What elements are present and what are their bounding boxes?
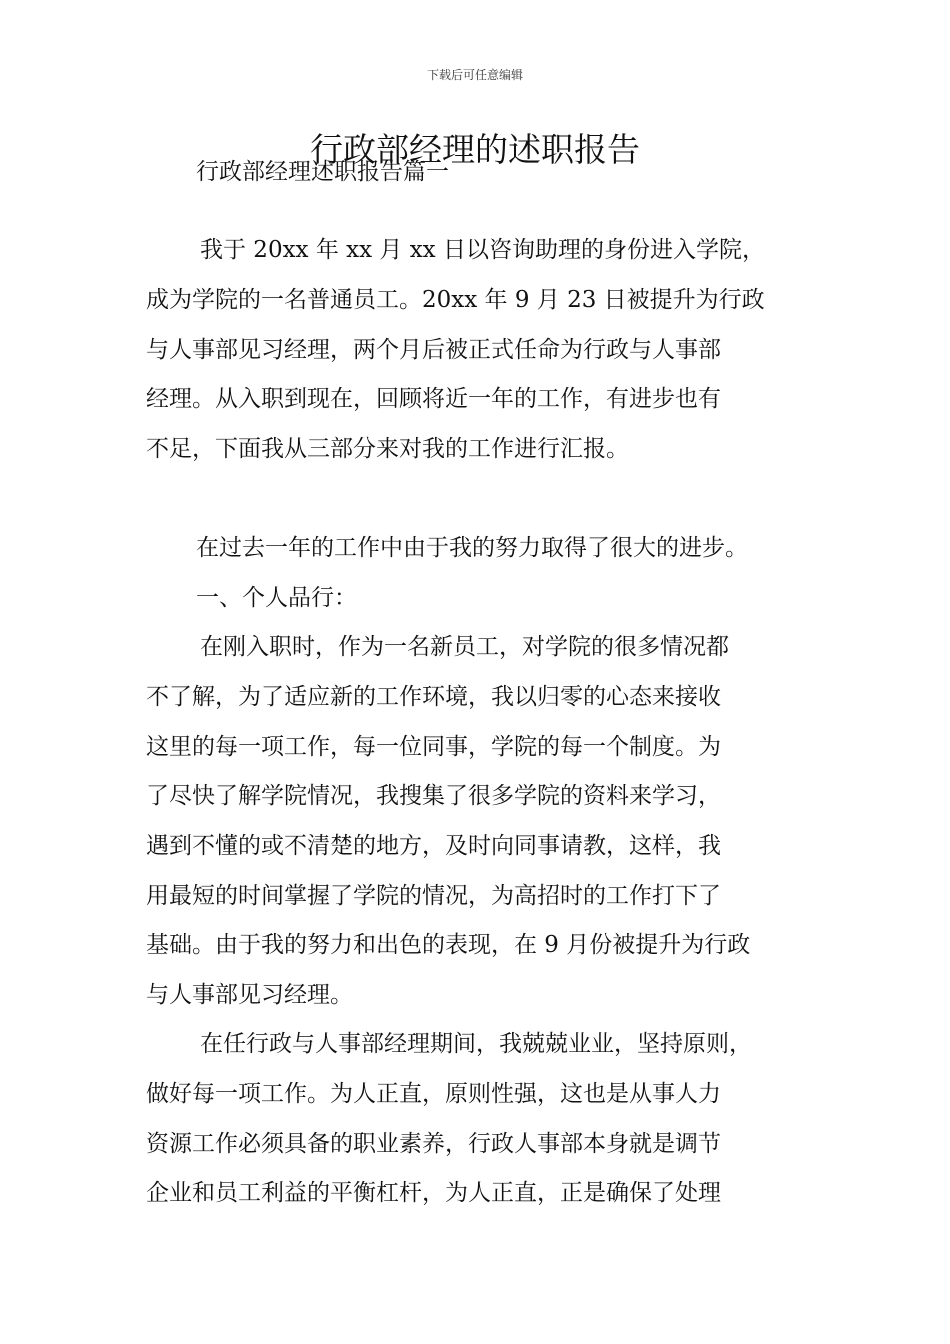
paragraph-line: 用最短的时间掌握了学院的情况，为高招时的工作打下了 <box>146 883 721 909</box>
paragraph-line: 在刚入职时，作为一名新员工，对学院的很多情况都 <box>200 634 729 660</box>
paragraph-line: 在任行政与人事部经理期间，我兢兢业业，坚持原则， <box>200 1031 752 1057</box>
section-heading: 一、个人品行： <box>196 585 357 611</box>
paragraph-line: 这里的每一项工作，每一位同事，学院的每一个制度。为 <box>146 734 721 760</box>
document-subtitle: 行政部经理述职报告篇一 <box>196 159 449 185</box>
paragraph-line: 与人事部见习经理，两个月后被正式任命为行政与人事部 <box>146 337 721 363</box>
paragraph-line: 成为学院的一名普通员工。20xx 年 9 月 23 日被提升为行政 <box>146 287 765 313</box>
paragraph-line: 我于 20xx 年 xx 月 xx 日以咨询助理的身份进入学院， <box>200 237 765 263</box>
paragraph-line: 不足，下面我从三部分来对我的工作进行汇报。 <box>146 436 629 462</box>
paragraph-line: 在过去一年的工作中由于我的努力取得了很大的进步。 <box>196 535 748 561</box>
paragraph-line: 企业和员工利益的平衡杠杆，为人正直，正是确保了处理 <box>146 1180 721 1206</box>
paragraph-line: 做好每一项工作。为人正直，原则性强，这也是从事人力 <box>146 1081 721 1107</box>
paragraph-line: 资源工作必须具备的职业素养，行政人事部本身就是调节 <box>146 1131 721 1157</box>
paragraph-line: 与人事部见习经理。 <box>146 982 353 1008</box>
paragraph-line: 了尽快了解学院情况，我搜集了很多学院的资料来学习， <box>146 783 721 809</box>
header-note: 下载后可任意编辑 <box>426 68 523 82</box>
paragraph-line: 经理。从入职到现在，回顾将近一年的工作，有进步也有 <box>146 386 721 412</box>
paragraph-line: 不了解，为了适应新的工作环境，我以归零的心态来接收 <box>146 684 721 710</box>
document-title: 行政部经理的述职报告 <box>310 130 640 169</box>
paragraph-line: 遇到不懂的或不清楚的地方，及时向同事请教，这样，我 <box>146 833 721 859</box>
paragraph-line: 基础。由于我的努力和出色的表现，在 9 月份被提升为行政 <box>146 932 751 958</box>
